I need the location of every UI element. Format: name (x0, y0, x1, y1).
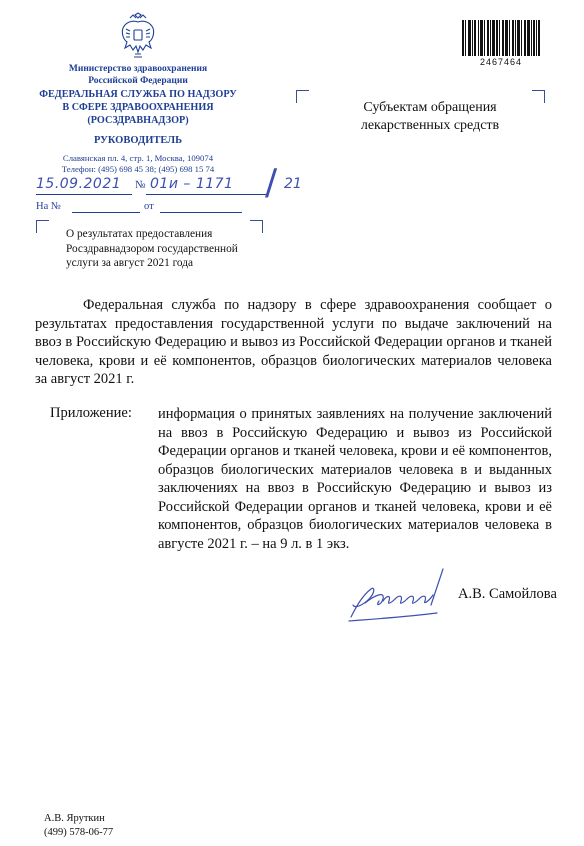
reference-date-line (160, 212, 242, 213)
signer-name: А.В. Самойлова (458, 586, 557, 602)
phone: Телефон: (495) 698 45 38; (495) 698 15 74 (61, 164, 215, 174)
reference-number-line (72, 212, 140, 213)
number-label: № (135, 179, 146, 191)
recipient-bracket-right (532, 90, 545, 103)
registration-date: 15.09.2021 (36, 176, 122, 192)
subject: О результатах предоставления Росздравнадзором государственной услуги за август 2021 года (66, 228, 238, 269)
registration-number: 01и – 1171 (150, 176, 234, 192)
recipient: Субъектам обращения лекарственных средств (360, 100, 500, 133)
attachment-label: Приложение: (50, 405, 132, 421)
coat-of-arms-emblem (118, 12, 158, 60)
number-underline (146, 194, 266, 195)
executor-phone: (499) 578-06-77 (44, 827, 114, 838)
barcode-number: 2467464 (479, 57, 523, 67)
service-name: ФЕДЕРАЛЬНАЯ СЛУЖБА ПО НАДЗОРУ В СФЕРЕ ЗДРАВООХРАНЕНИЯ (РОСЗДРАВНАДЗОР) (39, 89, 237, 126)
recipient-bracket-left (296, 90, 309, 103)
date-underline (36, 194, 132, 195)
attachment-text: информация о принятых заявлениях на получение заключений на ввоз в Российскую Федерацию и вывоз из Российской Федерации органов и тканей человека, крови и её компонентов, образцов биологических материалов человека в и выданных заключениях на ввоз в Российскую Федерацию и вывоз из Российской Федерации органов и тканей человека, крови и её компонентов, образцов биологических материалов человека в августе 2021 г. – на 9 л. в 1 экз. (158, 406, 552, 552)
handwritten-signature (345, 565, 465, 625)
address: Славянская пл. 4, стр. 1, Москва, 109074 (62, 153, 214, 163)
head-title: РУКОВОДИТЕЛЬ (93, 135, 183, 146)
contact-block (20, 153, 256, 175)
registration-year: 21 (284, 176, 302, 192)
reference-from-label: от (144, 201, 154, 212)
executor-block (44, 812, 113, 840)
body-paragraph: Федеральная служба по надзору в сфере здравоохранения сообщает о результатах предоставления государственной услуги по выдаче заключений на ввоз в Российскую Федерацию и вывоз из Российской Федерации органов и тканей человека, крови и её компонентов, образцов биологических материалов человека за август 2021 г. (35, 297, 552, 387)
executor-name: А.В. Яруткин (44, 813, 105, 824)
ministry-name: Министерство здравоохранения Российской Федерации (68, 64, 208, 86)
reference-label: На № (36, 201, 61, 212)
barcode (462, 20, 540, 56)
number-slash: / (265, 162, 278, 203)
